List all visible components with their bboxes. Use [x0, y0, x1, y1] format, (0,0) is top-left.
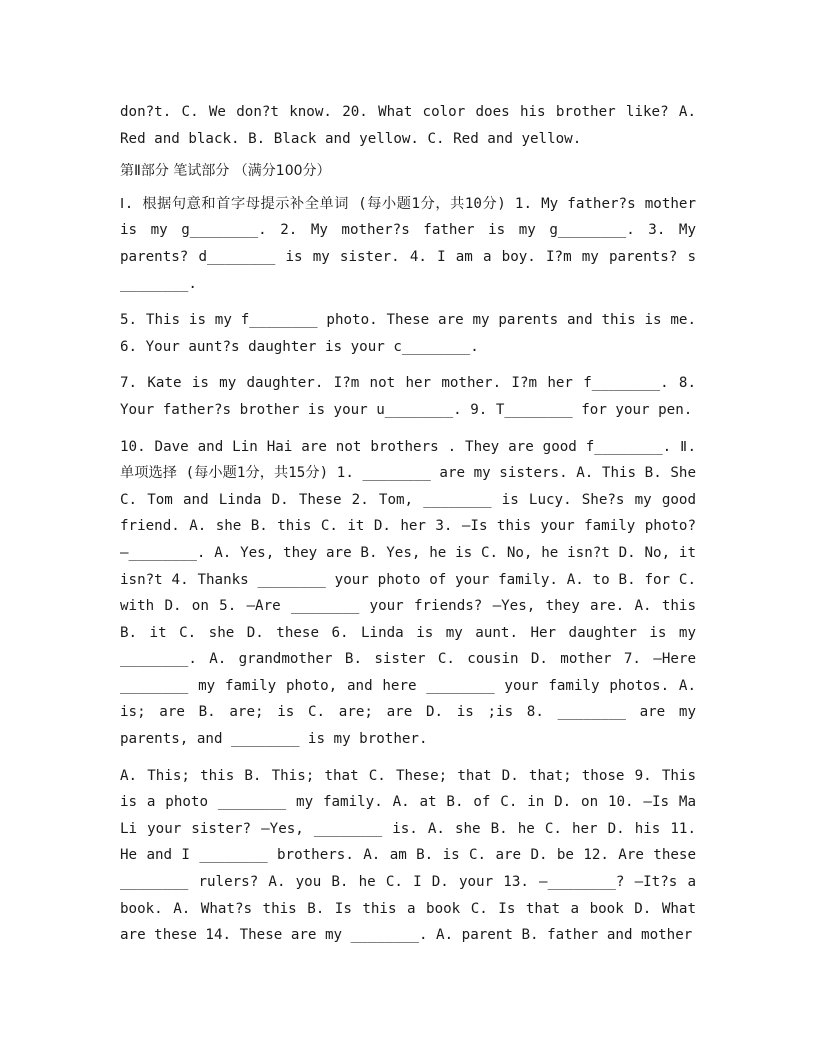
document-page	[120, 99, 696, 949]
paragraph-items-5-6: 5. This is my f________ photo. These are my parents and this is me. 6. Your aunt?s daughter is your c________.	[120, 312, 696, 355]
paragraph-part-two: 10. Dave and Lin Hai are not brothers . They are good f________. Ⅱ. 单项选择 (每小题1分，共15分) 1. ________ are my sisters. A. This B. She C. Tom and Linda D. These 2. Tom, ________ is Lucy. She?s my good friend. A. she B. this C. it D. her 3. —Is this your family photo? —________. A. Yes, they are B. Yes, he is C. No, he isn?t D. No, it isn?t 4. Thanks ________ your photo of your family. A. to B. for C. with D. on 5. —Are ________ your friends? —Yes, they are. A. this B. it C. she D. these 6. Linda is my aunt. Her daughter is my ________. A. grandmother B. sister C. cousin D. mother 7. —Here ________ my family photo, and here ________ your family photos. A. is; are B. are; is C. are; are D. is ;is 8. ________ are my parents, and ________ is my brother.	[120, 438, 696, 748]
paragraph-choices-continued: A. This; this B. This; that C. These; that D. that; those 9. This is a photo ________ my family. A. at B. of C. in D. on 10. —Is Ma Li your sister? —Yes, ________ is. A. she B. he C. her D. his 11. He and I ________ brothers. A. am B. is C. are D. be 12. Are these ________ rulers? A. you B. he C. I D. your 13. —________? —It?s a book. A. What?s this B. Is this a book C. Is that a book D. What are these 14. These are my ________. A. parent B. father and mother	[120, 767, 696, 944]
paragraph-listening-end: don?t. C. We don?t know. 20. What color does his brother like? A. Red and black. B. Black and yellow. C. Red and yellow.	[120, 104, 696, 147]
section-heading: 第Ⅱ部分 笔试部分 （满分100分）	[120, 163, 331, 180]
paragraph-part-one: Ⅰ. 根据句意和首字母提示补全单词 (每小题1分，共10分) 1. My father?s mother is my g________. 2. My mother?s father is my g________. 3. My parents? d________ is my sister. 4. I am a boy. I?m my parents? s ________.	[120, 195, 696, 292]
paragraph-items-7-9: 7. Kate is my daughter. I?m not her mother. I?m her f________. 8. Your father?s brother is your u________. 9. T________ for your pen.	[120, 375, 696, 418]
